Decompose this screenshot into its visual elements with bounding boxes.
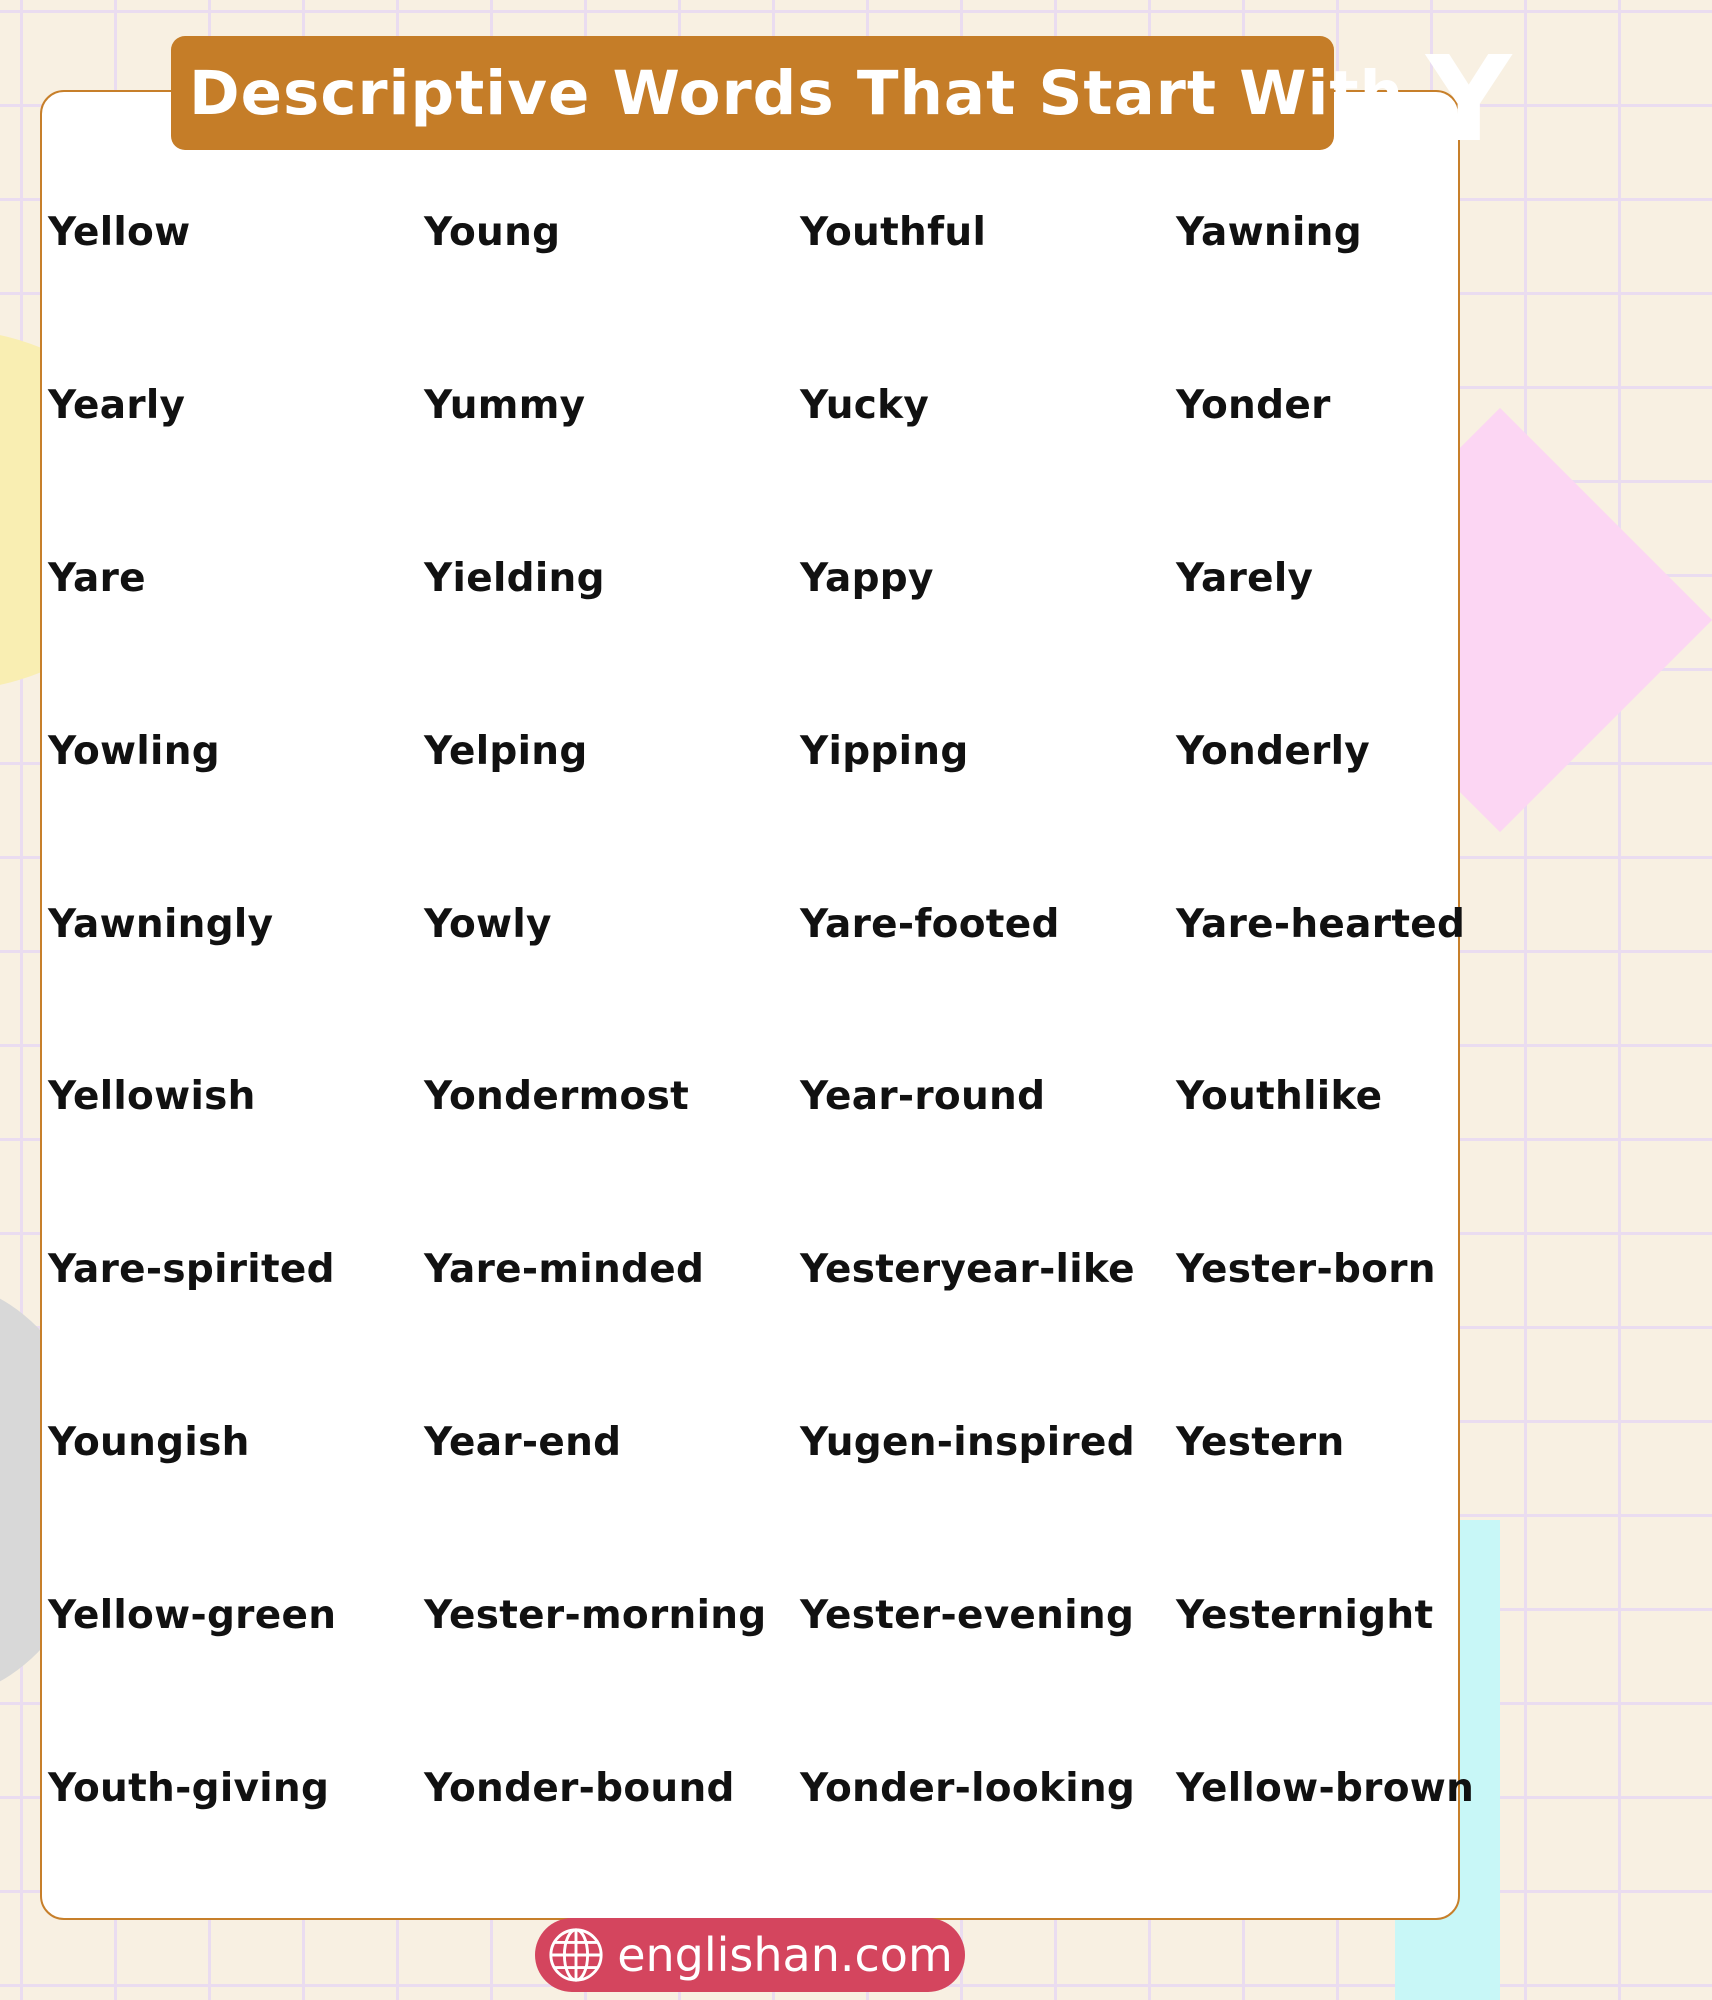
word-item: Yielding (424, 555, 605, 601)
word-item: Yellow-brown (1176, 1766, 1475, 1812)
word-item: Yarely (1176, 555, 1314, 601)
word-item: Youth-giving (48, 1766, 330, 1812)
globe-icon (547, 1926, 605, 1984)
word-item: Youthlike (1176, 1074, 1383, 1120)
site-badge[interactable] (535, 1918, 965, 1992)
word-item: Yawning (1176, 210, 1362, 255)
word-item: Yester-evening (800, 1593, 1135, 1639)
word-item: Youthful (800, 210, 987, 255)
word-item: Young (424, 210, 561, 255)
word-item: Yare-footed (800, 901, 1060, 947)
word-item: Yipping (800, 728, 969, 774)
word-item: Yare-hearted (1176, 901, 1466, 947)
word-item: Yearly (48, 382, 186, 428)
word-item: Year-round (800, 1074, 1046, 1120)
word-item: Yummy (424, 382, 586, 428)
word-item: Yonder-looking (800, 1766, 1136, 1812)
word-item: Yester-born (1176, 1247, 1436, 1293)
word-item: Yonder (1176, 382, 1331, 428)
page-title: Descriptive Words That Start With (189, 57, 1404, 129)
word-item: Yellow (48, 210, 191, 255)
word-item: Yonderly (1176, 728, 1371, 774)
title-banner (171, 30, 1512, 168)
title-letter: Y (1426, 30, 1512, 168)
word-item: Yelping (424, 728, 588, 774)
word-item: Yowly (424, 901, 552, 947)
word-item: Yestern (1176, 1420, 1345, 1466)
word-item: Yellowish (48, 1074, 256, 1120)
word-grid (48, 210, 1475, 1939)
word-item: Yellow-green (48, 1593, 337, 1639)
word-item: Yare-minded (424, 1247, 705, 1293)
word-item: Yesteryear-like (800, 1247, 1135, 1293)
word-item: Yucky (800, 382, 930, 428)
word-item: Yonder-bound (424, 1766, 735, 1812)
word-item: Yare-spirited (48, 1247, 335, 1293)
word-item: Yowling (48, 728, 221, 774)
word-item: Yondermost (424, 1074, 690, 1120)
word-item: Yesternight (1176, 1593, 1434, 1639)
word-item: Yester-morning (424, 1593, 767, 1639)
word-item: Year-end (424, 1420, 622, 1466)
word-item: Youngish (48, 1420, 250, 1466)
word-item: Yare (48, 555, 146, 601)
word-item: Yappy (800, 555, 934, 601)
word-item: Yugen-inspired (800, 1420, 1135, 1466)
word-item: Yawningly (48, 901, 274, 947)
site-url: englishan.com (617, 1928, 953, 1982)
